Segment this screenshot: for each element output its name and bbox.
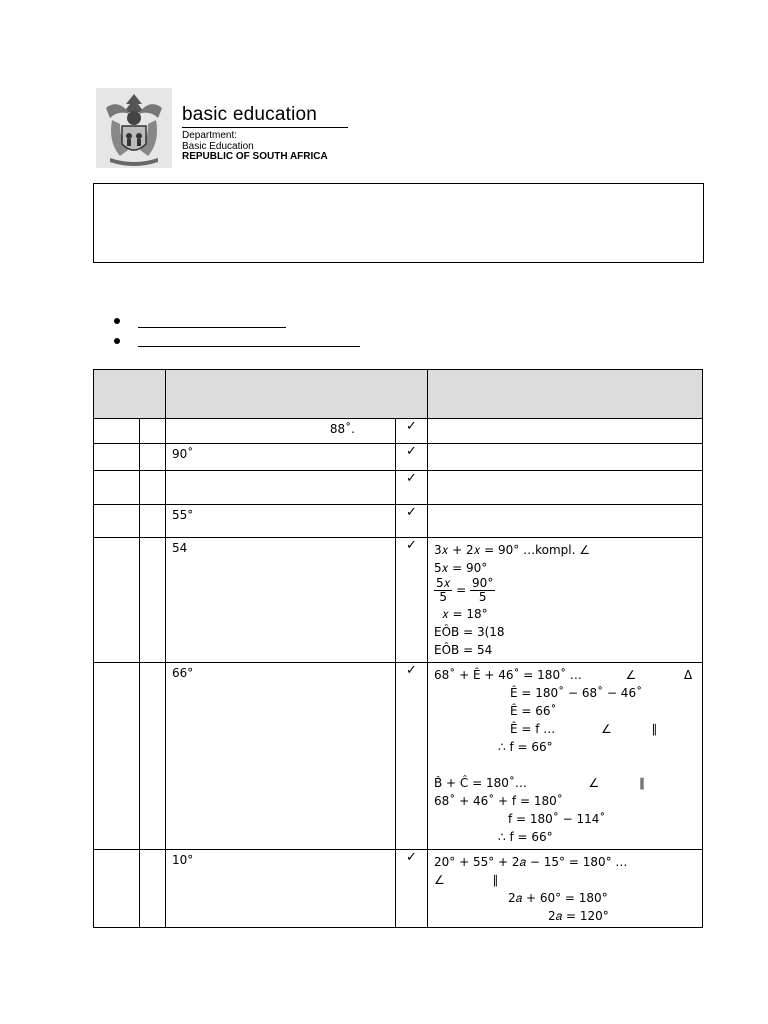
fraction-denominator: 5 (439, 590, 447, 604)
working-line (434, 871, 696, 889)
question-cell (94, 444, 140, 471)
equals-sign: = (456, 583, 467, 597)
brand-title: basic education (182, 104, 318, 125)
working-cell (428, 419, 703, 444)
header-cell (166, 370, 428, 419)
working-line (434, 720, 696, 738)
fraction-denominator: 5 (478, 590, 487, 604)
working-line: 3𝑥 + 2𝑥 = 90° …kompl. ∠ (434, 543, 590, 557)
working-cell (428, 444, 703, 471)
working-line: 𝑥 = 18° (442, 607, 488, 621)
working-line: 2𝑎 = 120° (548, 909, 609, 923)
check-mark-icon: ✓ (396, 505, 428, 538)
question-cell (94, 471, 140, 505)
subquestion-cell (140, 505, 166, 538)
working-text: B̂ + Ĉ = 180˚… (434, 776, 527, 790)
table-row (94, 444, 703, 471)
question-cell (94, 663, 140, 850)
table-header-row (94, 370, 703, 419)
bullet-icon (114, 318, 120, 324)
brand-department-label: Department: (182, 130, 238, 141)
table-row (94, 663, 703, 850)
working-line: 2𝑎 + 60° = 180° (508, 891, 608, 905)
subquestion-cell (140, 471, 166, 505)
angle-symbol: ∠ (434, 873, 445, 887)
working-cell (428, 471, 703, 505)
working-line (434, 577, 696, 605)
table-row (94, 419, 703, 444)
working-line: f = 180˚ − 114˚ (508, 812, 606, 826)
answer-cell: 10° (166, 850, 396, 928)
parallel-symbol: ∥ (492, 873, 499, 887)
working-line: EÔB = 3(18 (434, 625, 505, 639)
working-cell (428, 663, 703, 850)
working-text: Ê = f … (510, 722, 556, 736)
angle-symbol: ∠ (588, 776, 600, 790)
working-line: EÔB = 54 (434, 643, 493, 657)
brand-divider (182, 127, 348, 128)
working-line (434, 666, 696, 684)
working-line: 68˚ + 46˚ + f = 180˚ (434, 794, 563, 808)
header-cell (94, 370, 166, 419)
working-line (434, 774, 696, 792)
check-mark-icon: ✓ (396, 663, 428, 850)
working-cell (428, 538, 703, 663)
answer-cell: 54 (166, 538, 396, 663)
working-line: Ê = 180˚ − 68˚ − 46˚ (510, 686, 643, 700)
working-cell (428, 505, 703, 538)
memo-table (93, 369, 703, 928)
working-line: ∴ f = 66° (498, 740, 553, 754)
answer-cell: 55° (166, 505, 396, 538)
check-mark-icon: ✓ (396, 471, 428, 505)
triangle-symbol: Δ (683, 668, 693, 682)
fraction (434, 577, 452, 604)
table-row (94, 538, 703, 663)
brand-department-name: Basic Education (182, 141, 254, 152)
bullet-icon (114, 338, 120, 344)
parallel-symbol: ∥ (651, 722, 658, 736)
working-line: 20° + 55° + 2𝑎 − 15° = 180° … (434, 855, 628, 869)
angle-symbol: ∠ (625, 668, 637, 682)
subquestion-cell (140, 850, 166, 928)
instruction-box (93, 183, 704, 263)
answer-cell (166, 471, 396, 505)
answer-cell: 66° (166, 663, 396, 850)
underline-field (138, 327, 286, 328)
check-mark-icon: ✓ (396, 538, 428, 663)
blank-line (434, 756, 696, 774)
check-mark-icon: ✓ (396, 419, 428, 444)
brand-country: REPUBLIC OF SOUTH AFRICA (182, 151, 328, 162)
answer-cell: 90˚ (166, 444, 396, 471)
table-row (94, 471, 703, 505)
working-cell (428, 850, 703, 928)
question-cell (94, 505, 140, 538)
working-text: 68˚ + Ê + 46˚ = 180˚ … (434, 668, 582, 682)
subquestion-cell (140, 444, 166, 471)
working-line: ∴ f = 66° (498, 830, 553, 844)
subquestion-cell (140, 663, 166, 850)
fraction-numerator: 5𝑥 (436, 576, 451, 590)
angle-symbol: ∠ (600, 722, 612, 736)
check-mark-icon: ✓ (396, 444, 428, 471)
header-cell (428, 370, 703, 419)
subquestion-cell (140, 419, 166, 444)
fraction (470, 577, 495, 604)
fraction-numerator: 90° (472, 576, 494, 590)
working-line: Ê = 66˚ (510, 704, 557, 718)
parallel-symbol: ∥ (638, 776, 645, 790)
answer-cell: 88˚. (166, 419, 396, 444)
check-mark-icon: ✓ (396, 850, 428, 928)
question-cell (94, 419, 140, 444)
question-cell (94, 538, 140, 663)
department-logo (96, 88, 354, 168)
table-row (94, 850, 703, 928)
working-line: 5𝑥 = 90° (434, 561, 488, 575)
table-row (94, 505, 703, 538)
coat-of-arms-icon (96, 88, 172, 168)
subquestion-cell (140, 538, 166, 663)
question-cell (94, 850, 140, 928)
underline-field (138, 346, 360, 347)
